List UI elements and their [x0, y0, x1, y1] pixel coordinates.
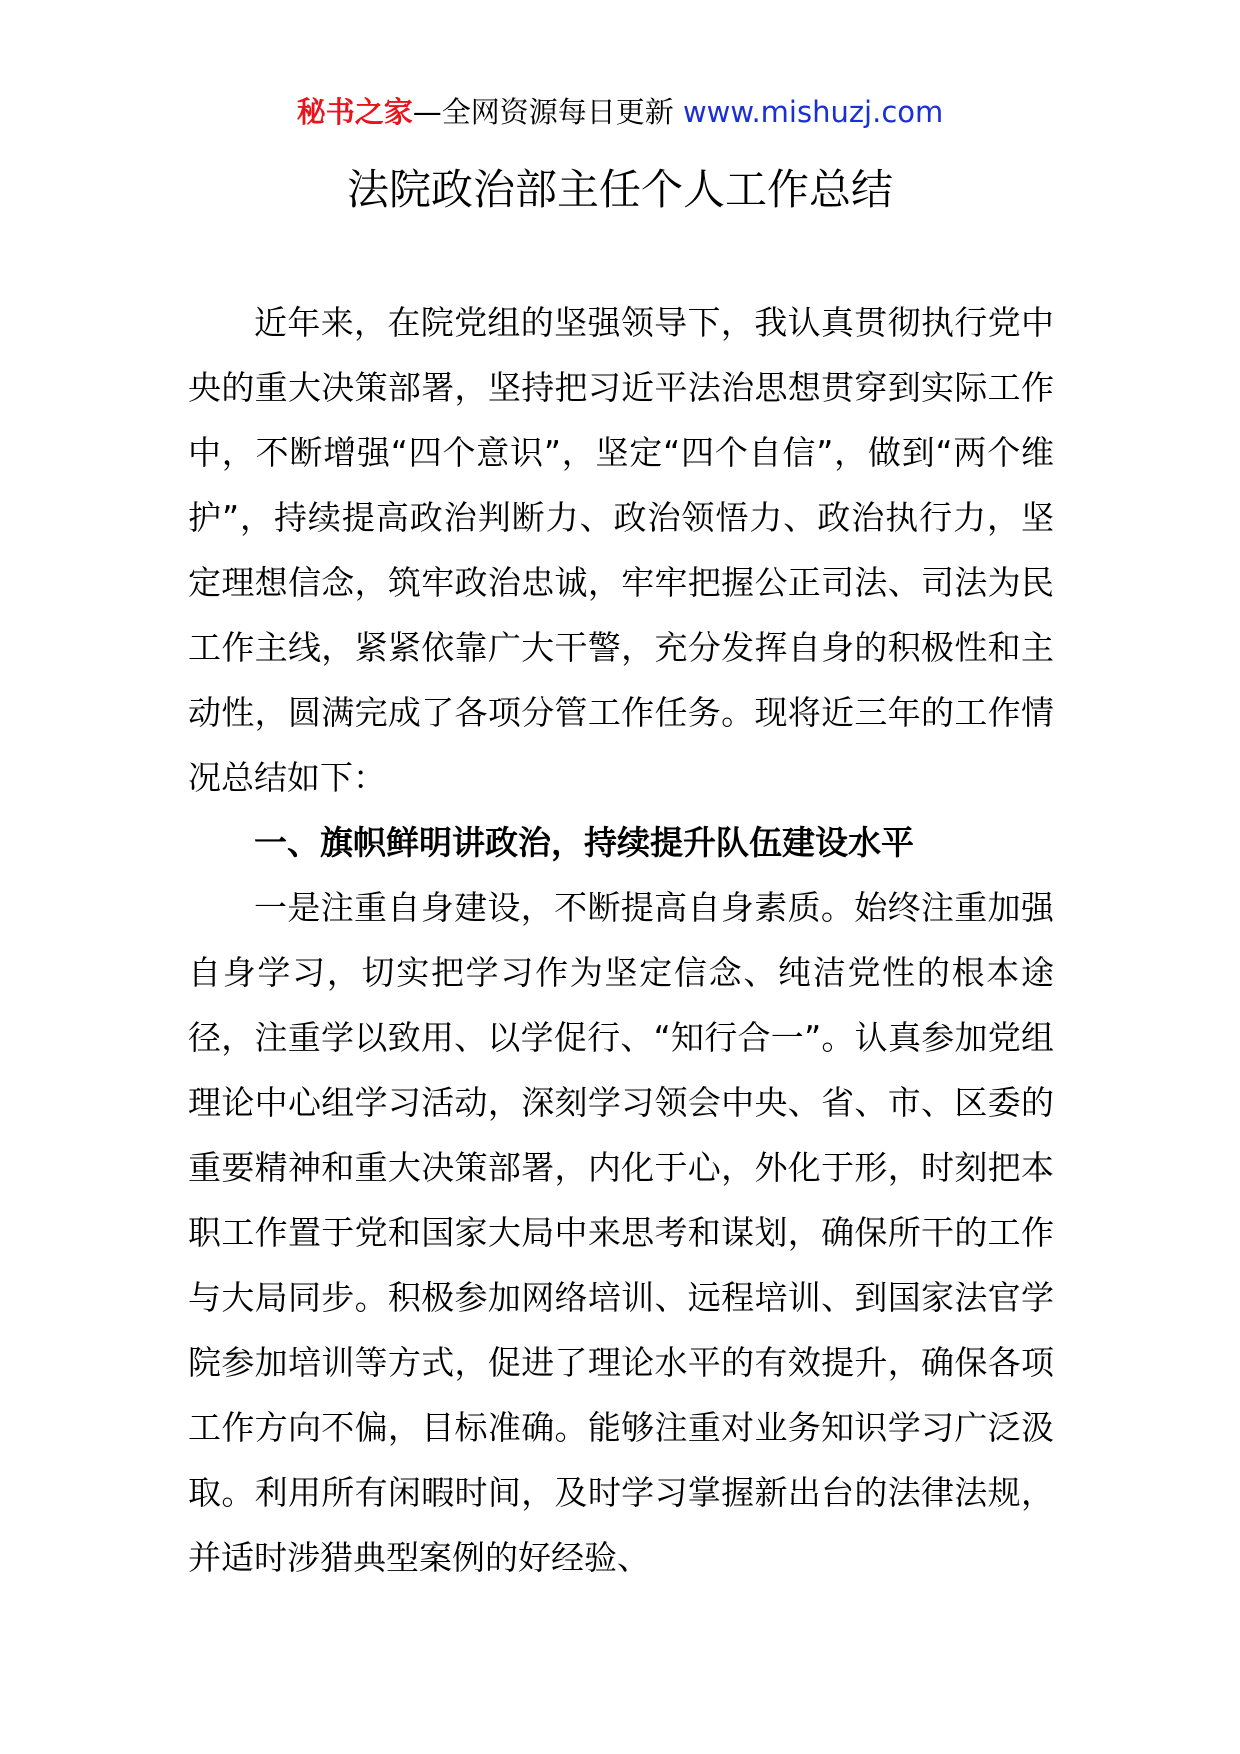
body-paragraph: 一是注重自身建设，不断提高自身素质。始终注重加强自身学习，切实把学习作为坚定信念、纯洁党性的根本途径，注重学以致用、以学促行、“知行合一”。认真参加党组理论中心组学习活动，深刻学习领会中央、省、市、区委的重要精神和重大决策部署，内化于心，外化于形，时刻把本职工作置于党和国家大局中来思考和谋划，确保所干的工作与大局同步。积极参加网络培训、远程培训、到国家法官学院参加培训等方式，促进了理论水平的有效提升，确保各项工作方向不偏，目标准确。能够注重对业务知识学习广泛汲取。利用所有闲暇时间，及时学习掌握新出台的法律法规，并适时涉猎典型案例的好经验、	[188, 888, 1054, 1577]
watermark-header	[0, 92, 1240, 132]
document-body	[188, 290, 1054, 1590]
document-title: 法院政治部主任个人工作总结	[346, 165, 893, 214]
site-url[interactable]: www.mishuzj.com	[682, 95, 944, 129]
intro-paragraph: 近年来，在院党组的坚强领导下，我认真贯彻执行党中央的重大决策部署，坚持把习近平法治思想贯穿到实际工作中，不断增强“四个意识”，坚定“四个自信”，做到“两个维护”，持续提高政治判断力、政治领悟力、政治执行力，坚定理想信念，筑牢政治忠诚，牢牢把握公正司法、司法为民工作主线，紧紧依靠广大干警，充分发挥自身的积极性和主动性，圆满完成了各项分管工作任务。现将近三年的工作情况总结如下：	[188, 303, 1054, 797]
slogan: —全网资源每日更新	[412, 95, 674, 129]
section-heading: 一、旗帜鲜明讲政治，持续提升队伍建设水平	[254, 823, 914, 862]
brand-name: 秘书之家	[296, 95, 413, 129]
